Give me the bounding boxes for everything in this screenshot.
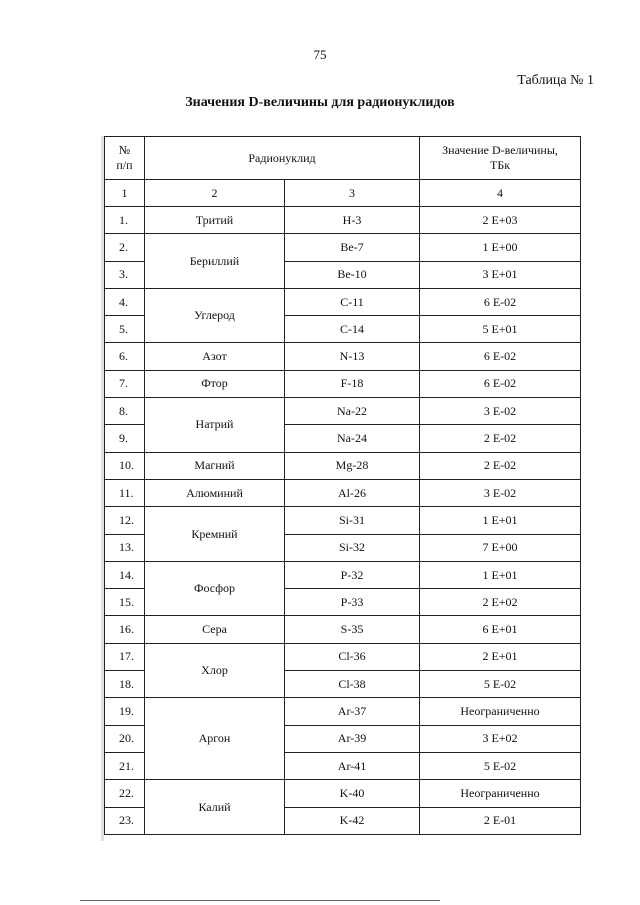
isotope: Mg-28 [285, 452, 420, 479]
element-name: Аргон [145, 698, 285, 780]
row-number: 15. [105, 589, 145, 616]
d-value: 2 E+03 [420, 207, 581, 234]
d-value: 2 E-02 [420, 452, 581, 479]
header-row [105, 137, 581, 180]
isotope: N-13 [285, 343, 420, 370]
table-row [105, 398, 581, 425]
d-value: 3 E+01 [420, 261, 581, 288]
table-row [105, 561, 581, 588]
row-number: 11. [105, 479, 145, 506]
isotope: K-42 [285, 807, 420, 834]
isotope: Be-10 [285, 261, 420, 288]
d-value: 6 E-02 [420, 370, 581, 397]
header-num: № п/п [105, 137, 145, 180]
table-row [105, 698, 581, 725]
row-number: 18. [105, 671, 145, 698]
d-value: 5 E-02 [420, 671, 581, 698]
d-value: 2 E-01 [420, 807, 581, 834]
d-value: 1 E+01 [420, 507, 581, 534]
d-value: 6 E-02 [420, 343, 581, 370]
isotope: Be-7 [285, 234, 420, 261]
isotope: C-11 [285, 288, 420, 315]
header-value: Значение D-величины, ТБк [420, 137, 581, 180]
element-name: Калий [145, 780, 285, 835]
element-name: Фтор [145, 370, 285, 397]
row-number: 9. [105, 425, 145, 452]
table-row [105, 343, 581, 370]
page-number: 75 [313, 47, 327, 62]
isotope: Ar-39 [285, 725, 420, 752]
table-row [105, 452, 581, 479]
table-row [105, 643, 581, 670]
d-value: 5 E-02 [420, 752, 581, 779]
row-number: 6. [105, 343, 145, 370]
d-value: 5 E+01 [420, 316, 581, 343]
element-name: Азот [145, 343, 285, 370]
row-number: 16. [105, 616, 145, 643]
d-value: 2 E+01 [420, 643, 581, 670]
row-number: 13. [105, 534, 145, 561]
d-value: 2 E-02 [420, 425, 581, 452]
isotope: F-18 [285, 370, 420, 397]
header-nuclide: Радионуклид [145, 137, 420, 180]
isotope: K-40 [285, 780, 420, 807]
table-row [105, 479, 581, 506]
row-number: 4. [105, 288, 145, 315]
table-row [105, 234, 581, 261]
isotope: H-3 [285, 207, 420, 234]
column-index: 3 [285, 180, 420, 207]
element-name: Углерод [145, 288, 285, 343]
row-number: 8. [105, 398, 145, 425]
isotope: Al-26 [285, 479, 420, 506]
row-number: 19. [105, 698, 145, 725]
row-number: 20. [105, 725, 145, 752]
element-name: Натрий [145, 398, 285, 453]
isotope: Si-32 [285, 534, 420, 561]
table-label: Таблица № 1 [517, 73, 594, 88]
isotope: Ar-41 [285, 752, 420, 779]
d-value: 1 E+00 [420, 234, 581, 261]
d-value: 2 E+02 [420, 589, 581, 616]
isotope: C-14 [285, 316, 420, 343]
isotope: Ar-37 [285, 698, 420, 725]
isotope: Si-31 [285, 507, 420, 534]
column-index-row [105, 180, 581, 207]
row-number: 21. [105, 752, 145, 779]
d-value: 7 E+00 [420, 534, 581, 561]
row-number: 12. [105, 507, 145, 534]
table-row [105, 370, 581, 397]
radionuclide-table [104, 136, 581, 835]
column-index: 1 [105, 180, 145, 207]
row-number: 23. [105, 807, 145, 834]
d-value: Неограниченно [420, 780, 581, 807]
row-number: 7. [105, 370, 145, 397]
row-number: 10. [105, 452, 145, 479]
table-row [105, 616, 581, 643]
element-name: Фосфор [145, 561, 285, 616]
table-row [105, 207, 581, 234]
row-number: 14. [105, 561, 145, 588]
d-value: 1 E+01 [420, 561, 581, 588]
table-title: Значения D-величины для радионуклидов [185, 95, 455, 110]
table-row [105, 780, 581, 807]
element-name: Магний [145, 452, 285, 479]
d-value: 3 E-02 [420, 398, 581, 425]
d-value: Неограниченно [420, 698, 581, 725]
isotope: Na-22 [285, 398, 420, 425]
element-name: Бериллий [145, 234, 285, 289]
element-name: Кремний [145, 507, 285, 562]
table-row [105, 507, 581, 534]
element-name: Тритий [145, 207, 285, 234]
d-value: 3 E+02 [420, 725, 581, 752]
column-index: 2 [145, 180, 285, 207]
element-name: Сера [145, 616, 285, 643]
isotope: Na-24 [285, 425, 420, 452]
element-name: Хлор [145, 643, 285, 698]
d-value: 6 E+01 [420, 616, 581, 643]
element-name: Алюминий [145, 479, 285, 506]
d-value: 6 E-02 [420, 288, 581, 315]
column-index: 4 [420, 180, 581, 207]
scan-edge [80, 900, 440, 901]
row-number: 3. [105, 261, 145, 288]
isotope: S-35 [285, 616, 420, 643]
row-number: 22. [105, 780, 145, 807]
table-row [105, 288, 581, 315]
row-number: 5. [105, 316, 145, 343]
d-value: 3 E-02 [420, 479, 581, 506]
row-number: 1. [105, 207, 145, 234]
row-number: 2. [105, 234, 145, 261]
isotope: P-32 [285, 561, 420, 588]
isotope: Cl-36 [285, 643, 420, 670]
row-number: 17. [105, 643, 145, 670]
isotope: P-33 [285, 589, 420, 616]
isotope: Cl-38 [285, 671, 420, 698]
